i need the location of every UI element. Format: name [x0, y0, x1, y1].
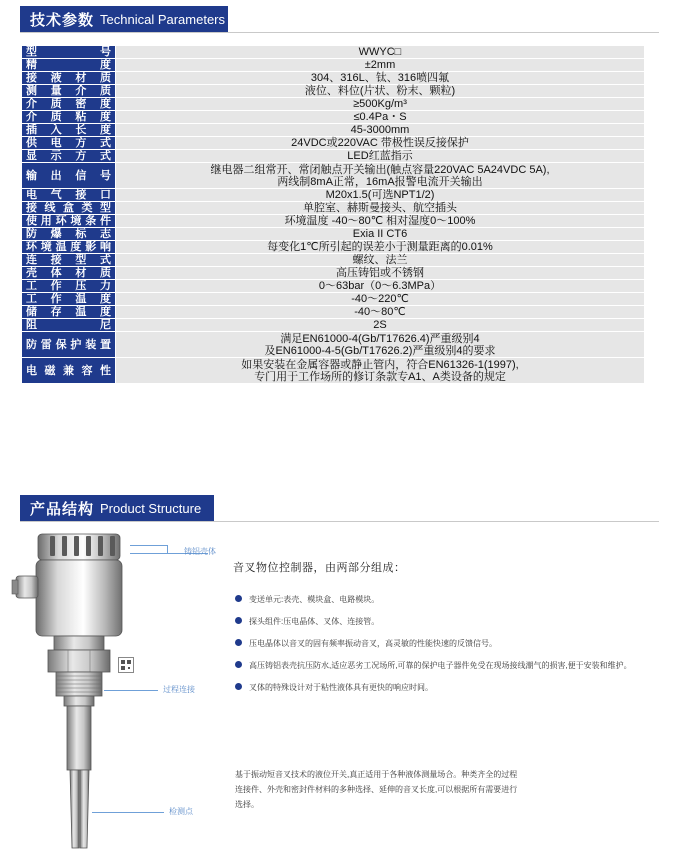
param-value-line: -40～220℃: [351, 293, 409, 305]
param-value: [116, 319, 645, 332]
param-key: [22, 46, 116, 59]
param-value: [116, 85, 645, 98]
param-key: [22, 293, 116, 306]
param-key-text: 型 号: [26, 46, 111, 58]
param-key: [22, 98, 116, 111]
list-item-text: 压电晶体以音叉的固有频率振动音叉，高灵敏的性能快速的反馈信号。: [249, 639, 497, 648]
qr-code-icon: [118, 657, 134, 673]
table-row: [22, 228, 645, 241]
param-value-line: ≥500Kg/m³: [353, 98, 407, 110]
param-key-text: 防 爆 标 志: [26, 228, 111, 240]
param-value-line: 两线制8mA正常，16mA报警电流开关输出: [277, 175, 483, 188]
param-key: [22, 137, 116, 150]
param-value: [116, 202, 645, 215]
table-row: [22, 111, 645, 124]
param-value: [116, 72, 645, 85]
param-value: [116, 332, 645, 358]
tuning-fork-switch-illustration: [10, 530, 150, 856]
table-row: [22, 254, 645, 267]
table-row: [22, 293, 645, 306]
param-value: [116, 358, 645, 384]
param-value: [116, 228, 645, 241]
param-key-text: 接 线 盒 类 型: [26, 202, 111, 214]
param-value-line: 及EN61000-4-5(Gb/T17626.2)严重级别4的要求: [264, 344, 496, 357]
table-row: [22, 332, 645, 358]
table-row: [22, 163, 645, 189]
param-key: [22, 85, 116, 98]
param-key: [22, 241, 116, 254]
param-value-line: 螺纹、法兰: [352, 254, 408, 266]
param-value-line: 液位、料位(片状、粉末、颗粒): [304, 85, 456, 97]
param-value: [116, 267, 645, 280]
param-value-line: LED红蓝指示: [347, 150, 413, 162]
list-item: [235, 658, 655, 673]
connection-label: 过程连接: [163, 685, 195, 694]
param-key: [22, 306, 116, 319]
param-value: [116, 280, 645, 293]
table-row: [22, 358, 645, 384]
feature-list: [235, 592, 655, 702]
detect-label: 检测点: [169, 807, 193, 816]
list-item-text: 高压铸铝表壳抗压防水,适应恶劣工况场所,可靠的保护电子器件免受在现场接线潮气的损害,便于安装和维护。: [249, 661, 632, 670]
param-key-text: 介 质 粘 度: [26, 111, 111, 123]
section-title-zh: 产品结构: [30, 500, 95, 518]
bullet-icon: [235, 683, 242, 690]
section-divider: [20, 521, 659, 522]
param-value-line: 如果安装在金属容器或静止管内，符合EN61326-1(1997),: [241, 358, 519, 371]
param-key: [22, 228, 116, 241]
table-row: [22, 202, 645, 215]
param-key-text: 接 液 材 质: [26, 72, 111, 84]
param-value-line: M20x1.5(可选NPT1/2): [325, 189, 435, 201]
param-key-text: 环 境 温 度 影 响: [26, 241, 111, 253]
param-value-line: Exia II CT6: [352, 228, 408, 240]
param-key: [22, 59, 116, 72]
section-title-en: Technical Parameters: [100, 11, 226, 27]
param-value-line: 满足EN61000-4(Gb/T17626.4)严重级别4: [280, 332, 480, 345]
param-value: [116, 189, 645, 202]
bullet-icon: [235, 617, 242, 624]
param-value-line: -40～80℃: [354, 306, 406, 318]
param-value: [116, 241, 645, 254]
parameters-table: [21, 45, 645, 384]
param-key-text: 连 接 型 式: [26, 254, 111, 266]
param-key-text: 储 存 温 度: [26, 306, 111, 318]
param-value: [116, 254, 645, 267]
param-key: [22, 111, 116, 124]
param-key-text: 供 电 方 式: [26, 137, 111, 149]
param-value-line: 0～63bar（0～6.3MPa）: [318, 280, 442, 292]
param-value-line: 环境温度 -40～80℃ 相对湿度0～100%: [284, 215, 476, 227]
param-value-line: 每变化1℃所引起的误差小于测量距离的0.01%: [267, 241, 493, 253]
bullet-icon: [235, 595, 242, 602]
param-key: [22, 254, 116, 267]
housing-bracket: [130, 545, 168, 553]
param-value: [116, 215, 645, 228]
detect-leader-line: [92, 812, 164, 813]
param-value: [116, 59, 645, 72]
param-key-text: 显 示 方 式: [26, 150, 111, 162]
param-value: [116, 46, 645, 59]
table-row: [22, 267, 645, 280]
param-value: [116, 124, 645, 137]
param-value-line: WWYC□: [358, 46, 402, 58]
param-key: [22, 150, 116, 163]
table-row: [22, 306, 645, 319]
param-value: [116, 150, 645, 163]
housing-label: 铸铝壳体: [184, 547, 216, 556]
summary-paragraph: 基于振动短音叉技术的液位开关,真正适用于各种液体测量场合。种类齐全的过程连接件、外壳和密封件材料的多种选择、延伸的音叉长度,可以根据所有需要进行选择。: [235, 770, 518, 809]
table-row: [22, 137, 645, 150]
param-value: [116, 293, 645, 306]
table-row: [22, 319, 645, 332]
param-key-text: 防 雷 保 护 装 置: [26, 338, 111, 351]
param-value: [116, 98, 645, 111]
technical-parameters-header: [20, 6, 228, 32]
param-key: [22, 215, 116, 228]
param-key-text: 工 作 压 力: [26, 280, 111, 292]
param-key: [22, 267, 116, 280]
param-value-line: 继电器二组常开、常闭触点开关输出(触点容量220VAC 5A24VDC 5A),: [210, 163, 550, 176]
param-key-text: 电 磁 兼 容 性: [26, 364, 111, 377]
list-item-text: 探头组件:压电晶体、叉体、连接管。: [249, 617, 380, 626]
structure-intro: 音叉物位控制器，由两部分组成：: [233, 562, 406, 574]
list-item-text: 叉体的特殊设计对于粘性液体具有更快的响应时间。: [249, 683, 433, 692]
param-value-line: ±2mm: [364, 59, 396, 71]
param-value: [116, 163, 645, 189]
table-row: [22, 189, 645, 202]
list-item: [235, 636, 655, 651]
param-key: [22, 124, 116, 137]
table-row: [22, 46, 645, 59]
table-row: [22, 72, 645, 85]
param-key: [22, 319, 116, 332]
param-value-line: 单腔室、赫斯曼接头、航空插头: [303, 202, 457, 214]
param-key-text: 测 量 介 质: [26, 85, 111, 97]
param-key: [22, 189, 116, 202]
product-structure-header: [20, 495, 214, 521]
section-title-en: Product Structure: [100, 500, 202, 516]
table-row: [22, 124, 645, 137]
param-value-line: 304、316L、钛、316喷四氟: [310, 72, 450, 84]
bullet-icon: [235, 661, 242, 668]
section-divider: [20, 32, 659, 33]
table-row: [22, 85, 645, 98]
param-key-text: 介 质 密 度: [26, 98, 111, 110]
param-key-text: 电 气 接 口: [26, 189, 111, 201]
param-key-text: 使 用 环 境 条 件: [26, 215, 111, 227]
param-value-line: 2S: [373, 319, 387, 331]
param-key: [22, 163, 116, 189]
param-value-line: 专门用于工作场所的修订条款专A1、A类设备的规定: [254, 370, 506, 383]
param-key-text: 壳 体 材 质: [26, 267, 111, 279]
list-item: [235, 680, 655, 695]
param-key: [22, 72, 116, 85]
param-value: [116, 137, 645, 150]
param-key: [22, 280, 116, 293]
table-row: [22, 59, 645, 72]
list-item-text: 变送单元:表壳、模块盒、电路模块。: [249, 595, 380, 604]
bullet-icon: [235, 639, 242, 646]
connection-leader-line: [104, 690, 158, 691]
param-key-text: 精 度: [26, 59, 111, 71]
param-value: [116, 306, 645, 319]
table-row: [22, 150, 645, 163]
param-value-line: ≤0.4Pa・S: [353, 111, 407, 123]
param-value-line: 高压铸铝或不锈钢: [336, 267, 424, 279]
table-row: [22, 98, 645, 111]
table-row: [22, 280, 645, 293]
param-key-text: 阻 尼: [26, 319, 111, 331]
param-key: [22, 202, 116, 215]
param-value: [116, 111, 645, 124]
list-item: [235, 592, 655, 607]
table-row: [22, 241, 645, 254]
section-title-zh: 技术参数: [30, 11, 95, 29]
param-key: [22, 332, 116, 358]
list-item: [235, 614, 655, 629]
param-key-text: 输 出 信 号: [26, 169, 111, 182]
param-key: [22, 358, 116, 384]
param-key-text: 插 入 长 度: [26, 124, 111, 136]
table-row: [22, 215, 645, 228]
param-value-line: 45-3000mm: [350, 124, 410, 136]
param-value-line: 24VDC或220VAC 带极性误反接保护: [291, 137, 469, 149]
param-key-text: 工 作 温 度: [26, 293, 111, 305]
